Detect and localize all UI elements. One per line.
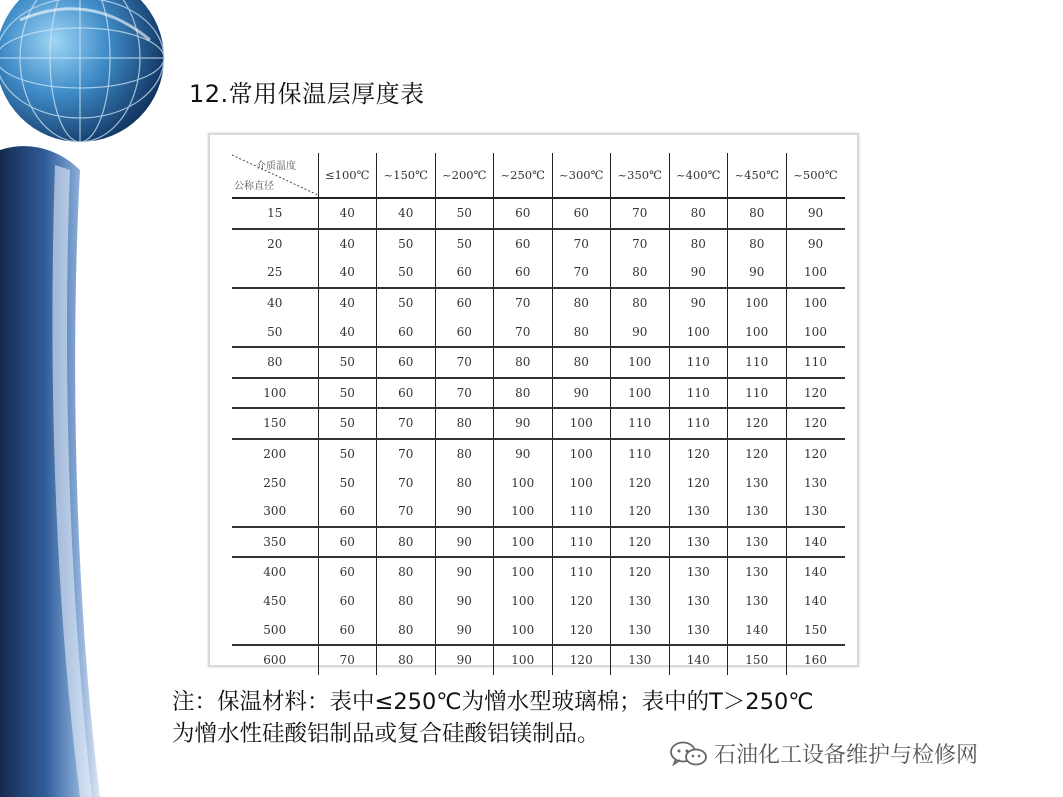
table-corner-cell <box>232 153 318 198</box>
thickness-cell: 80 <box>494 347 553 378</box>
thickness-cell: 40 <box>318 288 377 318</box>
column-header: ~400℃ <box>669 153 728 198</box>
thickness-cell: 130 <box>669 527 728 558</box>
thickness-cell: 60 <box>435 258 494 288</box>
watermark-text: 石油化工设备维护与检修网 <box>714 743 979 768</box>
thickness-cell: 140 <box>786 527 845 558</box>
thickness-cell: 90 <box>435 527 494 558</box>
table-row <box>232 229 845 259</box>
thickness-cell: 80 <box>435 468 494 497</box>
thickness-cell: 130 <box>786 497 845 527</box>
table-row <box>232 378 845 409</box>
thickness-cell: 120 <box>611 557 670 587</box>
column-header: ~350℃ <box>611 153 670 198</box>
thickness-cell: 100 <box>494 468 553 497</box>
thickness-cell: 40 <box>318 317 377 347</box>
table-row <box>232 347 845 378</box>
thickness-cell: 90 <box>728 258 787 288</box>
thickness-cell: 140 <box>786 557 845 587</box>
nominal-diameter-cell: 40 <box>267 296 283 311</box>
thickness-cell: 100 <box>494 587 553 616</box>
slide-title: 12.常用保温层厚度表 <box>189 80 425 108</box>
thickness-cell: 80 <box>552 288 611 318</box>
table-row <box>232 408 845 439</box>
thickness-cell: 80 <box>669 229 728 259</box>
thickness-cell: 60 <box>318 615 377 645</box>
thickness-cell: 80 <box>552 347 611 378</box>
thickness-cell: 100 <box>494 645 553 675</box>
thickness-cell: 120 <box>728 408 787 439</box>
thickness-cell: 70 <box>377 439 436 469</box>
thickness-cell: 110 <box>728 347 787 378</box>
wechat-icon <box>668 740 708 768</box>
thickness-cell: 70 <box>318 645 377 675</box>
table-row <box>232 615 845 645</box>
thickness-cell: 100 <box>669 317 728 347</box>
thickness-cell: 80 <box>377 527 436 558</box>
thickness-cell: 130 <box>728 587 787 616</box>
thickness-cell: 60 <box>552 198 611 229</box>
thickness-cell: 100 <box>552 408 611 439</box>
thickness-cell: 140 <box>786 587 845 616</box>
thickness-cell: 50 <box>318 378 377 409</box>
thickness-cell: 70 <box>552 258 611 288</box>
thickness-cell: 100 <box>494 527 553 558</box>
table-row <box>232 317 845 347</box>
thickness-cell: 100 <box>494 557 553 587</box>
thickness-cell: 80 <box>377 615 436 645</box>
thickness-cell: 80 <box>494 378 553 409</box>
thickness-cell: 70 <box>435 347 494 378</box>
thickness-cell: 130 <box>728 527 787 558</box>
thickness-cell: 80 <box>728 198 787 229</box>
thickness-cell: 130 <box>728 468 787 497</box>
thickness-cell: 130 <box>611 615 670 645</box>
thickness-cell: 80 <box>669 198 728 229</box>
nominal-diameter-cell: 80 <box>232 347 318 378</box>
thickness-cell: 80 <box>377 645 436 675</box>
table-header-row <box>232 153 845 198</box>
thickness-cell: 120 <box>611 468 670 497</box>
thickness-cell: 70 <box>494 317 553 347</box>
note-line-1: 注：保温材料：表中≤250℃为憎水型玻璃棉；表中的T＞250℃ <box>172 689 814 715</box>
column-header: ≤100℃ <box>318 153 377 198</box>
thickness-cell: 50 <box>318 408 377 439</box>
column-header: ~450℃ <box>728 153 787 198</box>
nominal-diameter-cell: 25 <box>232 258 318 288</box>
nominal-diameter-cell: 400 <box>263 565 287 580</box>
source-watermark <box>668 738 978 769</box>
thickness-cell: 160 <box>786 645 845 675</box>
thickness-cell: 60 <box>377 347 436 378</box>
thickness-cell: 100 <box>552 468 611 497</box>
thickness-table-frame <box>208 133 859 667</box>
thickness-cell: 120 <box>728 439 787 469</box>
nominal-diameter-cell: 600 <box>263 653 287 668</box>
thickness-cell: 90 <box>552 378 611 409</box>
thickness-cell: 150 <box>728 645 787 675</box>
thickness-cell: 60 <box>494 198 553 229</box>
nominal-diameter-cell: 450 <box>263 594 287 609</box>
thickness-cell: 130 <box>669 497 728 527</box>
thickness-cell: 90 <box>435 615 494 645</box>
thickness-cell: 70 <box>611 229 670 259</box>
table-row <box>232 587 845 616</box>
thickness-cell: 90 <box>435 557 494 587</box>
nominal-diameter-cell: 200 <box>263 447 287 462</box>
thickness-cell: 120 <box>552 645 611 675</box>
column-header: ~150℃ <box>377 153 436 198</box>
thickness-cell: 60 <box>435 288 494 318</box>
table-row <box>232 557 845 587</box>
table-row <box>232 497 845 527</box>
nominal-diameter-cell: 150 <box>232 408 318 439</box>
nominal-diameter-cell: 350 <box>232 527 318 558</box>
insulation-thickness-table <box>232 153 845 675</box>
table-row <box>232 468 845 497</box>
thickness-cell: 70 <box>377 497 436 527</box>
thickness-cell: 150 <box>786 615 845 645</box>
thickness-cell: 70 <box>377 468 436 497</box>
thickness-cell: 80 <box>611 258 670 288</box>
thickness-cell: 90 <box>494 408 553 439</box>
thickness-cell: 90 <box>669 258 728 288</box>
thickness-cell: 80 <box>435 408 494 439</box>
thickness-cell: 130 <box>786 468 845 497</box>
thickness-cell: 40 <box>318 258 377 288</box>
thickness-cell: 110 <box>611 439 670 469</box>
table-row <box>232 198 845 229</box>
thickness-cell: 110 <box>669 408 728 439</box>
thickness-cell: 110 <box>728 378 787 409</box>
thickness-cell: 110 <box>669 378 728 409</box>
thickness-cell: 130 <box>669 615 728 645</box>
thickness-cell: 40 <box>318 198 377 229</box>
column-header: ~200℃ <box>435 153 494 198</box>
thickness-cell: 50 <box>435 229 494 259</box>
thickness-cell: 50 <box>377 288 436 318</box>
thickness-cell: 60 <box>377 378 436 409</box>
thickness-cell: 110 <box>552 557 611 587</box>
thickness-cell: 80 <box>611 288 670 318</box>
thickness-cell: 80 <box>552 317 611 347</box>
thickness-cell: 100 <box>786 258 845 288</box>
thickness-cell: 90 <box>786 198 845 229</box>
table-row <box>232 288 845 318</box>
thickness-cell: 120 <box>786 408 845 439</box>
thickness-cell: 120 <box>786 378 845 409</box>
nominal-diameter-cell: 50 <box>232 317 318 347</box>
thickness-cell: 40 <box>377 198 436 229</box>
column-header: ~300℃ <box>552 153 611 198</box>
table-row <box>232 527 845 558</box>
thickness-cell: 70 <box>552 229 611 259</box>
thickness-cell: 50 <box>435 198 494 229</box>
thickness-cell: 120 <box>611 497 670 527</box>
thickness-cell: 100 <box>786 288 845 318</box>
thickness-cell: 80 <box>377 587 436 616</box>
thickness-cell: 60 <box>435 317 494 347</box>
thickness-cell: 90 <box>435 587 494 616</box>
nominal-diameter-cell: 20 <box>267 236 283 251</box>
thickness-cell: 90 <box>669 288 728 318</box>
thickness-cell: 50 <box>318 347 377 378</box>
thickness-cell: 50 <box>377 229 436 259</box>
thickness-cell: 40 <box>318 229 377 259</box>
thickness-cell: 70 <box>494 288 553 318</box>
thickness-cell: 120 <box>669 468 728 497</box>
thickness-cell: 130 <box>611 645 670 675</box>
thickness-cell: 120 <box>669 439 728 469</box>
thickness-cell: 70 <box>377 408 436 439</box>
thickness-cell: 70 <box>611 198 670 229</box>
thickness-cell: 140 <box>728 615 787 645</box>
thickness-cell: 60 <box>494 229 553 259</box>
thickness-cell: 80 <box>728 229 787 259</box>
thickness-cell: 130 <box>611 587 670 616</box>
thickness-cell: 100 <box>494 615 553 645</box>
thickness-cell: 100 <box>611 347 670 378</box>
thickness-cell: 60 <box>318 557 377 587</box>
nominal-diameter-cell: 500 <box>232 615 318 645</box>
thickness-cell: 60 <box>494 258 553 288</box>
thickness-cell: 60 <box>318 527 377 558</box>
thickness-cell: 100 <box>728 317 787 347</box>
thickness-cell: 110 <box>611 408 670 439</box>
thickness-cell: 110 <box>786 347 845 378</box>
thickness-cell: 140 <box>669 645 728 675</box>
thickness-cell: 90 <box>611 317 670 347</box>
thickness-cell: 100 <box>611 378 670 409</box>
note-line-2: 为憎水性硅酸铝制品或复合硅酸铝镁制品。 <box>172 721 600 747</box>
thickness-cell: 50 <box>318 468 377 497</box>
thickness-cell: 50 <box>318 439 377 469</box>
thickness-cell: 70 <box>435 378 494 409</box>
thickness-cell: 100 <box>494 497 553 527</box>
thickness-cell: 100 <box>728 288 787 318</box>
left-gradient-band <box>0 146 100 797</box>
column-header: ~250℃ <box>494 153 553 198</box>
thickness-cell: 130 <box>669 557 728 587</box>
thickness-cell: 110 <box>669 347 728 378</box>
table-body <box>232 198 845 675</box>
table-row <box>232 258 845 288</box>
column-header: ~500℃ <box>786 153 845 198</box>
nominal-diameter-cell: 250 <box>263 475 287 490</box>
thickness-cell: 120 <box>611 527 670 558</box>
thickness-cell: 130 <box>728 497 787 527</box>
thickness-cell: 110 <box>552 497 611 527</box>
thickness-cell: 120 <box>552 615 611 645</box>
corner-temperature-label: 介质温度 <box>256 161 296 172</box>
thickness-cell: 60 <box>318 497 377 527</box>
thickness-cell: 50 <box>377 258 436 288</box>
thickness-cell: 100 <box>552 439 611 469</box>
thickness-cell: 90 <box>435 645 494 675</box>
thickness-cell: 120 <box>786 439 845 469</box>
thickness-cell: 90 <box>435 497 494 527</box>
thickness-cell: 80 <box>377 557 436 587</box>
thickness-cell: 130 <box>669 587 728 616</box>
corner-nominal-diameter-label: 公称直径 <box>234 181 274 192</box>
nominal-diameter-cell: 300 <box>232 497 318 527</box>
thickness-cell: 90 <box>786 229 845 259</box>
thickness-cell: 120 <box>552 587 611 616</box>
thickness-cell: 110 <box>552 527 611 558</box>
thickness-cell: 60 <box>318 587 377 616</box>
thickness-cell: 60 <box>377 317 436 347</box>
thickness-cell: 100 <box>786 317 845 347</box>
nominal-diameter-cell: 15 <box>232 198 318 229</box>
nominal-diameter-cell: 100 <box>232 378 318 409</box>
thickness-cell: 130 <box>728 557 787 587</box>
table-row <box>232 645 845 675</box>
thickness-cell: 80 <box>435 439 494 469</box>
table-row <box>232 439 845 469</box>
thickness-cell: 90 <box>494 439 553 469</box>
